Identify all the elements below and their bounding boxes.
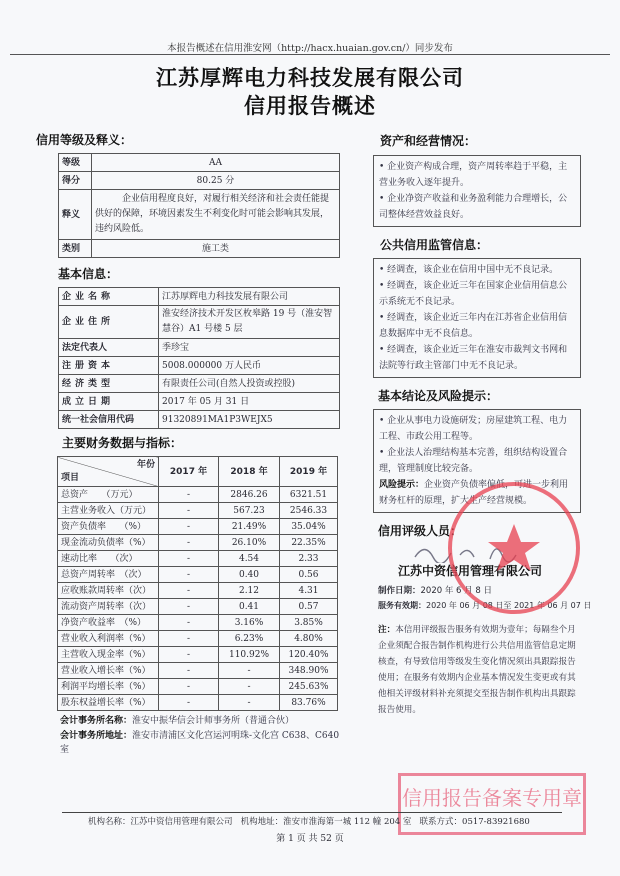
corner-header xyxy=(58,457,159,487)
firm-addr-label: 会计事务所地址： xyxy=(60,731,133,741)
table-row xyxy=(58,567,338,583)
list-item: • 企业净资产收益和业务盈利能力合理增长，公司整体经营效益良好。 xyxy=(379,194,568,220)
company-seal xyxy=(448,482,580,614)
assets-box xyxy=(373,155,581,227)
info-label: 统一社会信用代码 xyxy=(59,411,159,429)
value-cell: 0.57 xyxy=(280,599,338,615)
value-cell: - xyxy=(219,679,280,695)
info-value: 2017 年 05 月 31 日 xyxy=(159,393,340,411)
item-cell: 利润平均增长率（%） xyxy=(58,679,159,695)
list-item-text: 经调查，该企业在信用中国中无不良记录。 xyxy=(387,265,559,275)
value-cell: 26.10% xyxy=(219,535,280,551)
supervision-box xyxy=(373,258,581,378)
basic-info-table xyxy=(58,287,340,429)
publish-notice: 本报告概述在信用淮安网（http://hacx.huaian.gov.cn/）同步发布 xyxy=(167,43,453,54)
item-cell: 主营业务收入（万元） xyxy=(58,503,159,519)
footer-divider xyxy=(62,812,562,813)
table-row xyxy=(58,519,338,535)
rating-label: 等级 xyxy=(59,154,92,172)
risk-label: 风险提示： xyxy=(379,480,425,490)
value-cell: - xyxy=(219,695,280,711)
table-row xyxy=(59,357,340,375)
table-header-row xyxy=(58,457,338,487)
table-row xyxy=(59,339,340,357)
meaning-value: 企业信用程度良好，对履行相关经济和社会责任能提供好的保障，环境因素发生不利变化时可能会影响其发展，违约风险低。 xyxy=(92,190,340,240)
rating-table xyxy=(58,153,340,258)
list-item-text: 经调查，该企业近三年内在江苏省企业信用信息数据库中无不良信息。 xyxy=(379,313,568,339)
value-cell: 110.92% xyxy=(219,647,280,663)
value-cell: 0.41 xyxy=(219,599,280,615)
value-cell: 2846.26 xyxy=(219,487,280,503)
value-cell: 567.23 xyxy=(219,503,280,519)
rating-heading: 信用等级及释义： xyxy=(36,133,133,147)
value-cell: 0.40 xyxy=(219,567,280,583)
info-value: 季珍宝 xyxy=(159,339,340,357)
value-cell: 245.63% xyxy=(280,679,338,695)
org-label: 机构名称： xyxy=(88,817,131,827)
value-cell: 120.40% xyxy=(280,647,338,663)
accounting-firm-address xyxy=(60,729,342,757)
value-cell: - xyxy=(159,615,219,631)
item-cell: 主营收入现金率（%） xyxy=(58,647,159,663)
year-header: 2017 年 xyxy=(159,457,219,487)
value-cell: 83.76% xyxy=(280,695,338,711)
page-subtitle: 信用报告概述 xyxy=(244,93,376,118)
value-cell: - xyxy=(159,695,219,711)
table-row xyxy=(59,154,340,172)
value-cell: - xyxy=(159,535,219,551)
list-item: • 经调查，该企业在信用中国中无不良记录。 xyxy=(379,265,559,275)
list-item: • 企业法人治理结构基本完善，组织结构设置合理，管理制度比较完备。 xyxy=(379,448,568,474)
table-row xyxy=(59,190,340,240)
item-cell: 净资产收益率 （%） xyxy=(58,615,159,631)
left-column xyxy=(36,132,342,757)
value-cell: 2.12 xyxy=(219,583,280,599)
contact-label: 联系方式： xyxy=(419,817,463,827)
service-note xyxy=(378,622,583,718)
value-cell: - xyxy=(159,631,219,647)
header-divider xyxy=(10,54,610,55)
value-cell: - xyxy=(159,519,219,535)
table-row xyxy=(59,306,340,339)
rating-value: AA xyxy=(92,154,340,172)
item-cell: 股东权益增长率（%） xyxy=(58,695,159,711)
table-row xyxy=(58,615,338,631)
list-item-text: 企业资产构成合理，资产周转率趋于平稳，主营业务收入逐年提升。 xyxy=(379,162,568,188)
contact-value: 0517-83921680 xyxy=(462,817,530,827)
table-row xyxy=(59,172,340,190)
value-cell: 2546.33 xyxy=(280,503,338,519)
finance-heading: 主要财务数据与指标： xyxy=(62,436,183,450)
category-label: 类别 xyxy=(59,240,92,258)
validity-value: 2020 年 06 月 08 日至 2021 年 06 月 07 日 xyxy=(426,601,592,610)
year-header: 2019 年 xyxy=(280,457,338,487)
finance-table xyxy=(57,456,338,711)
table-row xyxy=(58,551,338,567)
item-cell: 总资产周转率 （次） xyxy=(58,567,159,583)
footer-info xyxy=(88,815,530,827)
list-item-text: 企业法人治理结构基本完善，组织结构设置合理，管理制度比较完备。 xyxy=(379,448,568,474)
info-value: 5008.000000 万人民币 xyxy=(159,357,340,375)
seal-star-icon xyxy=(452,486,576,610)
right-column xyxy=(373,133,592,718)
item-cell: 应收账款周转率（次） xyxy=(58,583,159,599)
value-cell: - xyxy=(159,679,219,695)
info-label: 法定代表人 xyxy=(59,339,159,357)
info-value: 江苏厚辉电力科技发展有限公司 xyxy=(159,288,340,306)
value-cell: - xyxy=(219,663,280,679)
table-row xyxy=(58,503,338,519)
addr-label: 机构地址： xyxy=(240,817,284,827)
table-row xyxy=(58,487,338,503)
info-value: 淮安经济技术开发区枚皋路 19 号（淮安智慧谷）A1 号楼 5 层 xyxy=(159,306,340,339)
table-row xyxy=(59,375,340,393)
year-header-label: 年份 xyxy=(136,460,155,470)
info-label: 成立日期 xyxy=(59,393,159,411)
table-row xyxy=(59,240,340,258)
firm-addr-value: 淮安市清浦区文化宫运河明珠-文化宫 C638、C640 室 xyxy=(60,731,340,755)
value-cell: - xyxy=(159,503,219,519)
value-cell: 6.23% xyxy=(219,631,280,647)
year-header: 2018 年 xyxy=(219,457,280,487)
table-row xyxy=(58,647,338,663)
org-value: 江苏中资信用管理有限公司 xyxy=(130,817,233,827)
info-value: 91320891MA1P3WEJX5 xyxy=(159,411,340,429)
value-cell: - xyxy=(159,551,219,567)
value-cell: 4.80% xyxy=(280,631,338,647)
info-label: 企业住所 xyxy=(59,306,159,339)
risk-text: 企业资产负债率偏低，可进一步利用财务杠杆的原理，扩大生产经营规模。 xyxy=(379,480,569,506)
item-cell: 资产负债率 （%） xyxy=(58,519,159,535)
list-item-text: 经调查，该企业近三年在淮安市裁判文书网和法院等行政主管部门中无不良记录。 xyxy=(379,345,568,371)
table-row xyxy=(59,393,340,411)
info-value: 有限责任公司(自然人投资或控股) xyxy=(159,375,340,393)
assets-heading: 资产和经营情况： xyxy=(380,134,477,148)
rater-heading: 信用评级人员： xyxy=(378,524,463,538)
value-cell: - xyxy=(159,583,219,599)
item-cell: 现金流动负债率（%） xyxy=(58,535,159,551)
list-item: • 经调查，该企业近三年在国家企业信用信息公示系统无不良记录。 xyxy=(379,281,568,307)
category-value: 施工类 xyxy=(92,240,340,258)
firm-name-label: 会计事务所名称： xyxy=(60,716,133,726)
table-row xyxy=(58,631,338,647)
score-value: 80.25 分 xyxy=(92,172,340,190)
info-label: 企业名称 xyxy=(59,288,159,306)
table-row xyxy=(58,695,338,711)
table-row xyxy=(58,679,338,695)
value-cell: 6321.51 xyxy=(280,487,338,503)
note-text: 本信用评级报告服务有效期为壹年；每隔叁个月企业须配合报告制作机构进行公共信用监管信息定期核查，有导致信用等级发生变化情况须出具跟踪报告使用；在服务有效期内企业基本情况发生变更或有其他相关评级材料补充须提交至报告制作机构出具跟踪报告使用。 xyxy=(378,625,576,715)
value-cell: 3.16% xyxy=(219,615,280,631)
table-row xyxy=(58,663,338,679)
item-cell: 营业收入利润率（%） xyxy=(58,631,159,647)
list-item: • 企业资产构成合理，资产周转率趋于平稳，主营业务收入逐年提升。 xyxy=(379,162,568,188)
value-cell: 3.85% xyxy=(280,615,338,631)
supervision-heading: 公共信用监管信息： xyxy=(380,238,489,252)
value-cell: - xyxy=(159,663,219,679)
item-cell: 总资产 （万元） xyxy=(58,487,159,503)
conclusion-heading: 基本结论及风险提示： xyxy=(378,389,499,403)
info-label: 经济类型 xyxy=(59,375,159,393)
value-cell: 4.31 xyxy=(280,583,338,599)
item-cell: 速动比率 （次） xyxy=(58,551,159,567)
value-cell: - xyxy=(159,599,219,615)
accounting-firm-name xyxy=(60,714,342,728)
value-cell: 348.90% xyxy=(280,663,338,679)
item-cell: 营业收入增长率（%） xyxy=(58,663,159,679)
item-cell: 流动资产周转率（次） xyxy=(58,599,159,615)
score-label: 得分 xyxy=(59,172,92,190)
note-label: 注： xyxy=(378,625,396,635)
firm-name-value: 淮安中振华信会计师事务所（普通合伙） xyxy=(132,716,295,726)
table-row xyxy=(58,599,338,615)
list-item: • 经调查，该企业近三年内在江苏省企业信用信息数据库中无不良信息。 xyxy=(379,313,568,339)
rating-company: 江苏中资信用管理有限公司 xyxy=(398,564,543,578)
table-row xyxy=(59,411,340,429)
value-cell: - xyxy=(159,567,219,583)
list-item: • 经调查，该企业近三年在淮安市裁判文书网和法院等行政主管部门中无不良记录。 xyxy=(379,345,568,371)
value-cell: 4.54 xyxy=(219,551,280,567)
page-title: 江苏厚辉电力科技发展有限公司 xyxy=(156,65,464,90)
value-cell: 21.49% xyxy=(219,519,280,535)
info-label: 注册资本 xyxy=(59,357,159,375)
date-value: 2020 年 6 月 8 日 xyxy=(420,586,492,596)
table-row xyxy=(58,535,338,551)
table-row xyxy=(59,288,340,306)
value-cell: 22.35% xyxy=(280,535,338,551)
value-cell: 2.33 xyxy=(280,551,338,567)
list-item-text: 企业从事电力设施研发；房屋建筑工程、电力工程、市政公用工程等。 xyxy=(379,416,568,442)
meaning-label: 释义 xyxy=(59,190,92,240)
list-item-text: 企业净资产收益和业务盈利能力合理增长，公司整体经营效益良好。 xyxy=(379,194,568,220)
table-row xyxy=(58,583,338,599)
filing-stamp-text: 信用报告备案专用章 xyxy=(402,786,582,810)
value-cell: 0.56 xyxy=(280,567,338,583)
value-cell: 35.04% xyxy=(280,519,338,535)
item-header-label: 项目 xyxy=(61,473,80,483)
addr-value: 淮安市淮海第一城 112 幢 204 室 xyxy=(283,817,412,827)
validity-label: 服务有效期： xyxy=(378,601,426,610)
value-cell: - xyxy=(159,487,219,503)
basic-heading: 基本信息： xyxy=(58,267,119,281)
page-number: 第 1 页 共 52 页 xyxy=(276,834,344,844)
value-cell: - xyxy=(159,647,219,663)
list-item: • 企业从事电力设施研发；房屋建筑工程、电力工程、市政公用工程等。 xyxy=(379,416,568,442)
list-item-text: 经调查，该企业近三年在国家企业信用信息公示系统无不良记录。 xyxy=(379,281,568,307)
date-label: 制作日期： xyxy=(378,586,421,596)
